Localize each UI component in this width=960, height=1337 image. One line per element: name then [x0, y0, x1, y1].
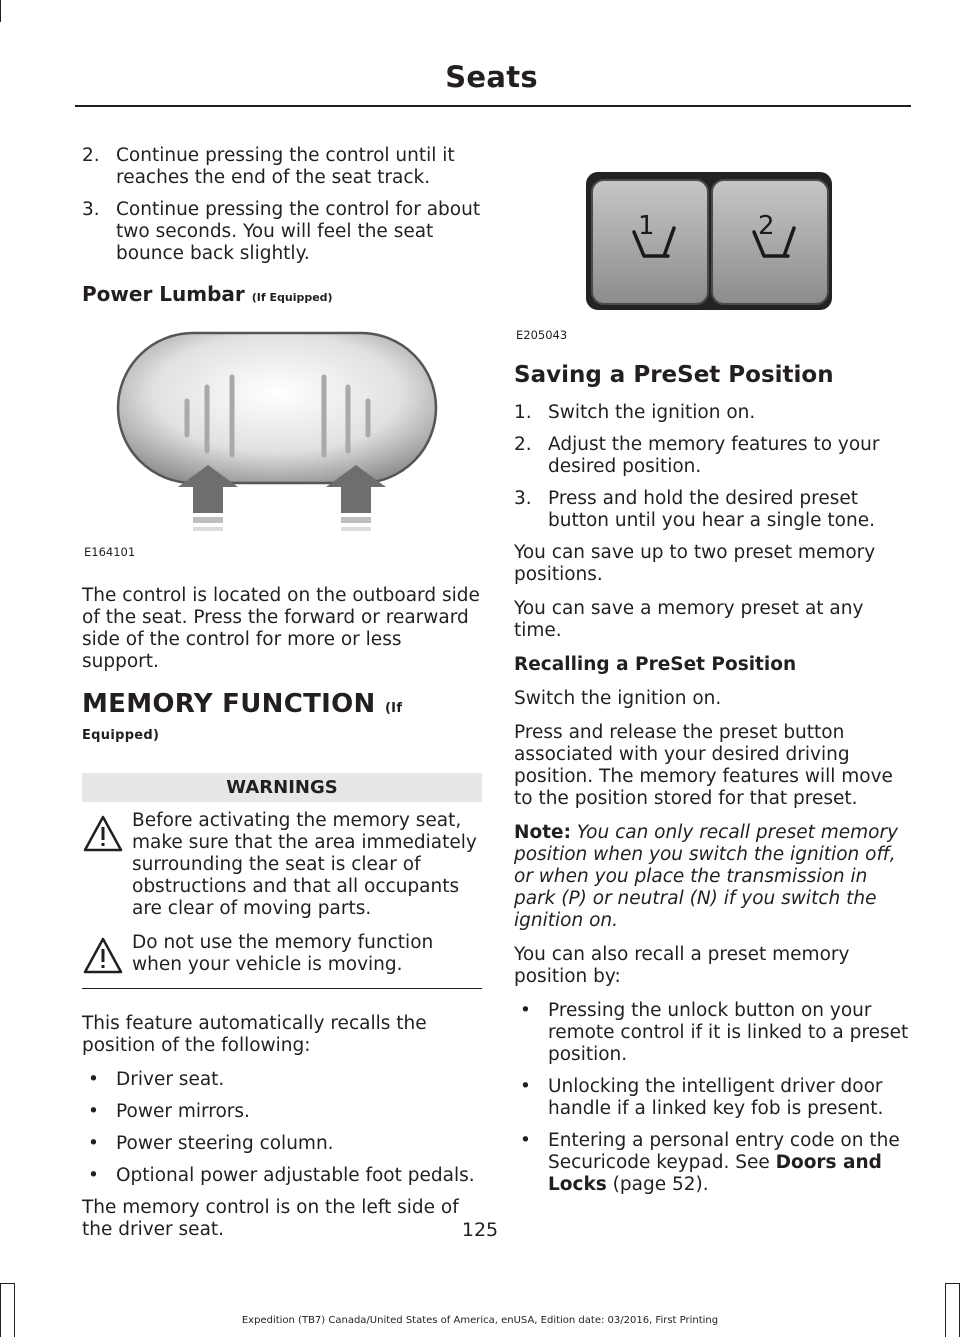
recalling-press: Press and release the preset button associated with your desired driving position. The memory features will move to the position stored for that preset.: [514, 722, 893, 809]
page-number: 125: [461, 1219, 499, 1241]
warning-triangle-icon: [82, 936, 124, 976]
list-item: 3. Press and hold the desired preset button until you hear a single tone.: [514, 488, 875, 531]
crop-mark: [14, 1283, 15, 1337]
save-any-time: You can save a memory preset at any time.: [514, 598, 864, 641]
right-column: [514, 170, 914, 1206]
power-lumbar-heading: Power Lumbar (If Equipped): [82, 282, 333, 306]
lumbar-control-figure: [82, 325, 482, 565]
list-item: • Power steering column.: [88, 1133, 334, 1154]
also-recall: You can also recall a preset memory position by:: [514, 944, 850, 987]
memory-buttons-figure: [514, 170, 914, 348]
warnings-rule: [82, 988, 482, 989]
list-item: 1. Switch the ignition on.: [514, 402, 756, 423]
memory-button-2: [712, 180, 828, 304]
warning-triangle-icon: [82, 814, 124, 854]
lumbar-description: The control is located on the outboard side of the seat. Press the forward or rearward side of the control for more or less support.: [82, 585, 480, 672]
list-item: [82, 145, 482, 189]
recalling-switch: Switch the ignition on.: [514, 688, 722, 709]
crop-mark: [945, 1283, 960, 1284]
lumbar-control-illustration: [82, 325, 482, 565]
warning-text: Do not use the memory function when your vehicle is moving.: [132, 932, 434, 975]
crop-mark: [0, 1283, 15, 1284]
list-item: 2. Adjust the memory features to your desired position.: [514, 434, 880, 477]
memory-function-heading: MEMORY FUNCTION (If Equipped): [82, 689, 403, 743]
recalling-heading: Recalling a PreSet Position: [514, 654, 797, 675]
step-number: 3.: [82, 199, 100, 220]
figure-code: E164101: [84, 545, 136, 559]
step-text: Continue pressing the control until it reaches the end of the seat track.: [116, 145, 455, 188]
svg-text:1: 1: [638, 211, 655, 241]
left-column: [82, 145, 482, 1253]
memory-button-1: [592, 180, 708, 304]
recall-intro: This feature automatically recalls the position of the following:: [82, 1013, 427, 1056]
crop-mark: [945, 1283, 946, 1337]
figure-code: E205043: [516, 328, 568, 342]
list-item: • Unlocking the intelligent driver door handle if a linked key fob is present.: [520, 1076, 884, 1119]
saving-heading: Saving a PreSet Position: [514, 362, 834, 388]
memory-buttons-illustration: [514, 170, 914, 348]
list-item: • Entering a personal entry code on the Securicode keypad. See Doors and Locks (page 52).: [520, 1130, 900, 1195]
crop-mark: [0, 1283, 1, 1337]
warning-item: [82, 932, 482, 976]
step-text: Continue pressing the control for about two seconds. You will feel the seat bounce back slightly.: [116, 199, 481, 264]
list-item: • Driver seat.: [88, 1069, 225, 1090]
warning-item: [82, 810, 482, 920]
doors-and-locks-link[interactable]: Doors and Locks: [548, 1152, 882, 1195]
list-item: [82, 199, 482, 265]
note: Note: You can only recall preset memory position when you switch the ignition off, or when you place the transmission in park (P) or neutral (N) if you switch the ignition on.: [514, 822, 899, 931]
step-number: 2.: [82, 145, 100, 166]
warning-text: Before activating the memory seat, make sure that the area immediately surrounding the seat is clear of obstructions and that all occupants are clear of moving parts.: [132, 810, 477, 919]
save-up-to: You can save up to two preset memory positions.: [514, 542, 876, 585]
warnings-heading: WARNINGS: [82, 773, 482, 802]
header-rule: [75, 105, 911, 107]
control-location: The memory control is on the left side of the driver seat.: [82, 1197, 459, 1240]
list-item: • Power mirrors.: [88, 1101, 250, 1122]
svg-text:2: 2: [758, 211, 775, 241]
page-title: Seats: [445, 60, 538, 94]
list-item: • Optional power adjustable foot pedals.: [88, 1165, 475, 1186]
crop-mark: [0, 0, 1, 22]
list-item: • Pressing the unlock button on your remote control if it is linked to a preset position.: [520, 1000, 909, 1065]
footer: Expedition (TB7) Canada/United States of America, enUSA, Edition date: 03/2016, First Printing: [241, 1315, 719, 1326]
